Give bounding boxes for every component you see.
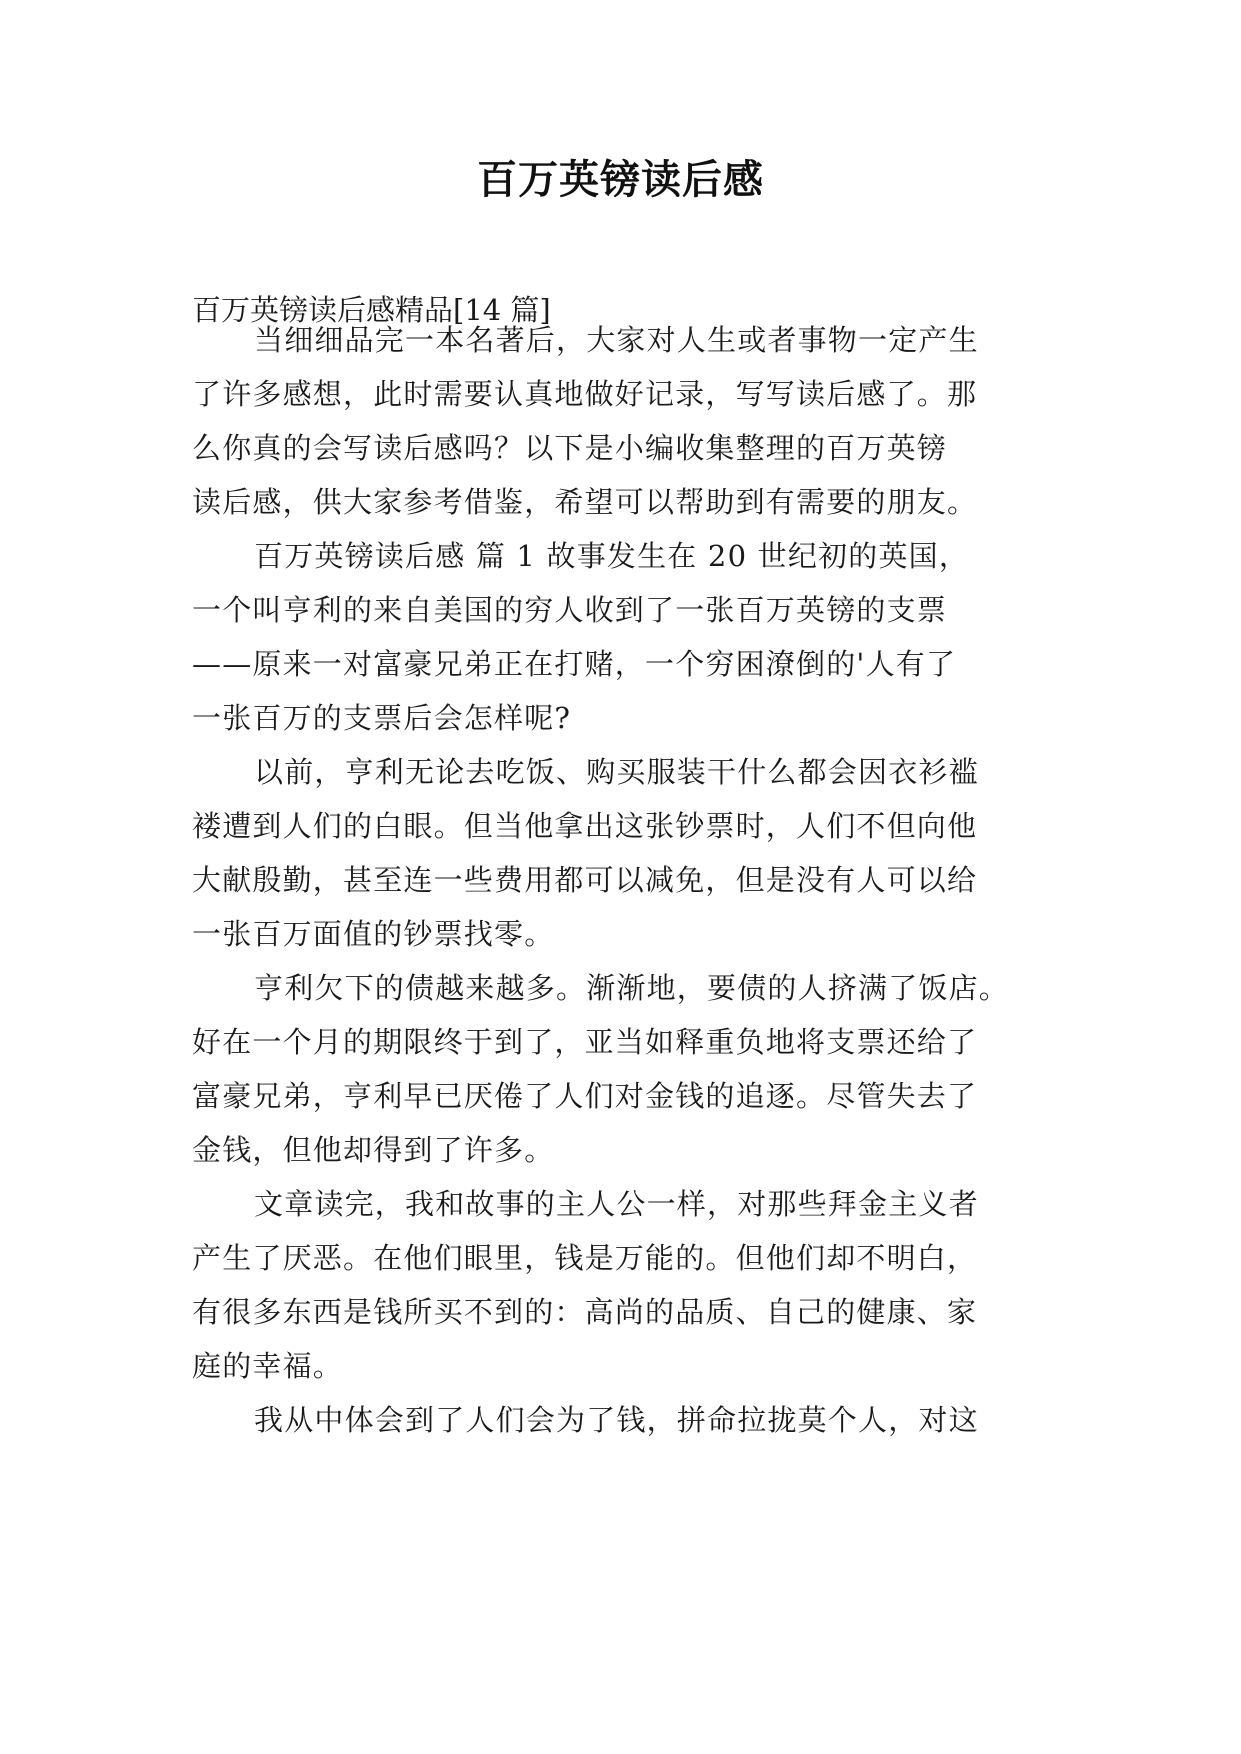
body-line: 一个叫亨利的来自美国的穷人收到了一张百万英镑的支票 bbox=[192, 593, 948, 627]
body-line: 金钱，但他却得到了许多。 bbox=[192, 1133, 555, 1167]
body-line: 亨利欠下的债越来越多。渐渐地，要债的人挤满了饭店。 bbox=[254, 971, 1010, 1005]
body-line: 富豪兄弟，亨利早已厌倦了人们对金钱的追逐。尽管失去了 bbox=[192, 1079, 978, 1113]
body-line: 我从中体会到了人们会为了钱，拼命拉拢莫个人，对这 bbox=[254, 1403, 979, 1437]
body-line: 大献殷勤，甚至连一些费用都可以减免，但是没有人可以给 bbox=[192, 863, 978, 897]
body-line: 么你真的会写读后感吗？以下是小编收集整理的百万英镑 bbox=[192, 431, 948, 465]
body-line: 了许多感想，此时需要认真地做好记录，写写读后感了。那 bbox=[192, 377, 978, 411]
body-line: 以前，亨利无论去吃饭、购买服装干什么都会因衣衫褴 bbox=[254, 755, 979, 789]
body-line: ——原来一对富豪兄弟正在打赌，一个穷困潦倒的'人有了 bbox=[192, 647, 957, 681]
body-line: 好在一个月的期限终于到了，亚当如释重负地将支票还给了 bbox=[192, 1025, 978, 1059]
body-line: 产生了厌恶。在他们眼里，钱是万能的。但他们却不明白， bbox=[192, 1241, 978, 1275]
body-line: 读后感，供大家参考借鉴，希望可以帮助到有需要的朋友。 bbox=[192, 485, 978, 519]
body-line: 庭的幸福。 bbox=[192, 1349, 344, 1383]
body-line: 褛遭到人们的白眼。但当他拿出这张钞票时，人们不但向他 bbox=[192, 809, 978, 843]
document-title: 百万英镑读后感 bbox=[477, 156, 764, 203]
body-line: 当细细品完一本名著后，大家对人生或者事物一定产生 bbox=[254, 323, 979, 357]
body-line: 一张百万面值的钞票找零。 bbox=[192, 917, 555, 951]
body-line: 有很多东西是钱所买不到的：高尚的品质、自己的健康、家 bbox=[192, 1295, 978, 1329]
section-heading-line: 百万英镑读后感 篇 1 故事发生在 20 世纪初的英国， bbox=[254, 539, 970, 573]
body-line: 文章读完，我和故事的主人公一样，对那些拜金主义者 bbox=[254, 1187, 979, 1221]
document-subtitle: 百万英镑读后感精品[14 篇] bbox=[192, 293, 551, 327]
body-line: 一张百万的支票后会怎样呢? bbox=[192, 701, 572, 735]
